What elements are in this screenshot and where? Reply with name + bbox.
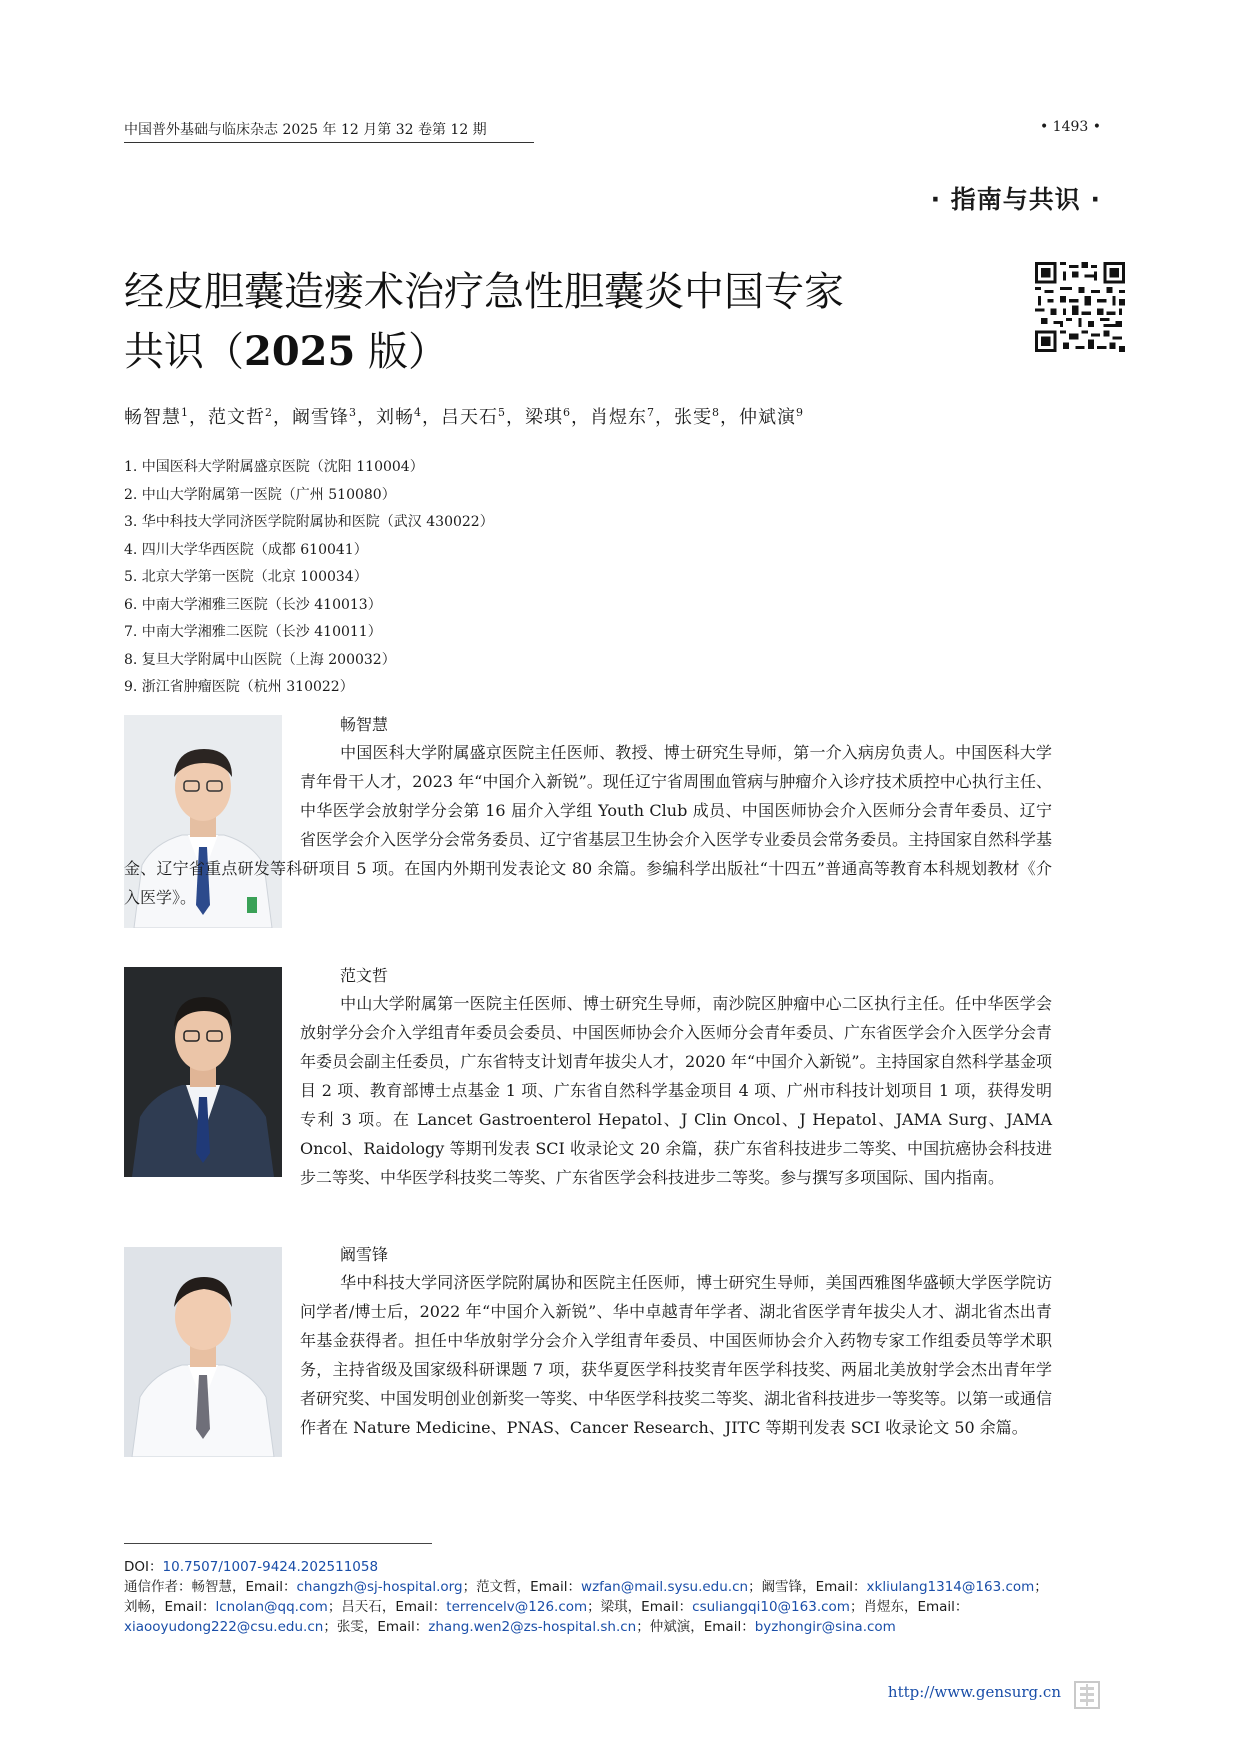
email-link[interactable]: terrencelv@126.com xyxy=(446,1599,588,1615)
page-number: • 1493 • xyxy=(1039,119,1101,135)
correspondence: 通信作者：畅智慧，Email：changzh@sj-hospital.org；范文哲，Email：wzfan@mail.sysu.edu.cn；阚雪锋，Email：xkliulang1314@163.com；刘畅，Email：lcnolan@qq.com；吕天石，Email：terrencelv@126.com；梁琪，Email：csuliangqi10@163.com；肖煜东，Email：xiaooyudong222@csu.edu.cn；张雯，Email：zhang.wen2@zs-hospital.sh.cn；仲斌演，Email：byzhongir@sina.com xyxy=(124,1579,1048,1635)
corr-label: 通信作者： xyxy=(124,1579,192,1595)
doi-link[interactable]: 10.7507/1007-9424.202511058 xyxy=(162,1559,379,1575)
journal-header: 中国普外基础与临床杂志 2025 年 12 月第 32 卷第 12 期 xyxy=(124,122,487,138)
affiliation-item: 5. 北京大学第一医院（北京 100034） xyxy=(124,569,368,585)
author-name: 梁琪 xyxy=(525,407,563,428)
journal-logo-icon xyxy=(1073,1680,1101,1710)
author-name: 范文哲 xyxy=(208,407,265,428)
email-label: Email： xyxy=(530,1579,582,1595)
affiliation-item: 7. 中南大学湘雅二医院（长沙 410011） xyxy=(124,624,382,640)
email-label: Email： xyxy=(703,1619,755,1635)
bio-text: 华中科技大学同济医学院附属协和医院主任医师，博士研究生导师，美国西雅图华盛顿大学医学院访问学者/博士后，2022 年“中国介入新锐”、华中卓越青年学者、湖北省医学青年拔尖人才、湖北省杰出青年基金获得者。担任中华放射学分会介入学组青年委员、中国医师协会介入药物专家工作组委员等学术职务，主持省级及国家级科研课题 7 项，获华夏医学科技奖青年医学科技奖、两届北美放射学会杰出青年学者研究奖、中国发明创业创新奖一等奖、中华医学科技奖二等奖、湖北省科技进步一等奖等。以第一或通信作者在 Nature Medicine、PNAS、Cancer Research、JITC 等期刊发表 SCI 收录论文 50 余篇。 xyxy=(300,1273,1053,1437)
email-label: Email： xyxy=(395,1599,447,1615)
footnote-rule xyxy=(124,1543,432,1544)
email-link[interactable]: xkliulang1314@163.com xyxy=(866,1579,1035,1595)
email-link[interactable]: zhang.wen2@zs-hospital.sh.cn xyxy=(428,1619,637,1635)
contact-name: 刘畅 xyxy=(124,1599,151,1615)
email-label: Email： xyxy=(815,1579,867,1595)
author-name: 吕天石 xyxy=(441,407,498,428)
author-affiliation-mark: 6 xyxy=(563,406,571,419)
author-affiliation-mark: 7 xyxy=(647,406,655,419)
author-affiliation-mark: 4 xyxy=(414,406,422,419)
title-line-1: 经皮胆囊造瘘术治疗急性胆囊炎中国专家 xyxy=(124,269,844,315)
bio-name: 畅智慧 xyxy=(340,715,389,734)
doi-line: DOI：10.7507/1007-9424.202511058 xyxy=(124,1559,379,1575)
email-link[interactable]: xiaooyudong222@csu.edu.cn xyxy=(124,1619,324,1635)
bio-text: 中国医科大学附属盛京医院主任医师、教授、博士研究生导师，第一介入病房负责人。中国医科大学青年骨干人才，2023 年“中国介入新锐”。现任辽宁省周围血管病与肿瘤介入诊疗技术质控中心执行主任、中华医学会放射学分会第 16 届介入学组 Youth Club 成员、中国医师协会介入医师分会青年委员、辽宁省医学会介入医学分会常务委员、辽宁省基层卫生协会介入医学专业委员会常务委员。主持国家自然科学基金、辽宁省重点研发等科研项目 5 项。在国内外期刊发表论文 80 余篇。参编科学出版社“十四五”普通高等教育本科规划教材《介入医学》。 xyxy=(124,743,1053,907)
email-link[interactable]: csuliangqi10@163.com xyxy=(692,1599,850,1615)
qr-code-icon[interactable] xyxy=(1035,262,1125,352)
contact-name: 仲斌演 xyxy=(649,1619,691,1635)
author-affiliation-mark: 1 xyxy=(181,406,189,419)
article-title xyxy=(124,262,944,382)
email-label: Email： xyxy=(377,1619,429,1635)
affiliation-item: 1. 中国医科大学附属盛京医院（沈阳 110004） xyxy=(124,459,424,475)
affiliation-item: 2. 中山大学附属第一医院（广州 510080） xyxy=(124,486,396,503)
contact-name: 张雯 xyxy=(336,1619,364,1635)
affiliation-item: 6. 中南大学湘雅三医院（长沙 410013） xyxy=(124,596,382,613)
bio-name: 阚雪锋 xyxy=(340,1245,389,1264)
contact-name: 畅智慧 xyxy=(191,1579,232,1595)
email-label: Email： xyxy=(641,1599,693,1615)
email-link[interactable]: byzhongir@sina.com xyxy=(754,1619,896,1635)
footnote xyxy=(124,1557,1054,1637)
section-tag: · 指南与共识 · xyxy=(930,185,1101,214)
contact-name: 梁琪 xyxy=(600,1599,628,1615)
email-link[interactable]: lcnolan@qq.com xyxy=(215,1599,328,1615)
contact-name: 范文哲 xyxy=(476,1579,517,1595)
email-link[interactable]: wzfan@mail.sysu.edu.cn xyxy=(581,1579,749,1595)
author-affiliation-mark: 8 xyxy=(712,406,720,419)
bio-name: 范文哲 xyxy=(340,966,389,985)
author-name: 阚雪锋 xyxy=(292,407,349,428)
bio-text: 中山大学附属第一医院主任医师、博士研究生导师，南沙院区肿瘤中心二区执行主任。任中华医学会放射学分会介入学组青年委员会委员、中国医师协会介入医师分会青年委员、广东省医学会介入医学分会青年委员会副主任委员，广东省特支计划青年拔尖人才，2020 年“中国介入新锐”。主持国家自然科学基金项目 2 项、教育部博士点基金 1 项、广东省自然科学基金项目 4 项、广州市科技计划项目 1 项，获得发明专利 3 项。在 Lancet Gastroenterol Hepatol、J Clin Oncol、J Hepatol、JAMA Surg、JAMA Oncol、Raidology 等期刊发表 SCI 收录论文 20 余篇，获广东省科技进步二等奖、中国抗癌协会科技进步二等奖、中华医学科技奖二等奖、广东省医学会科技进步二等奖。参与撰写多项国际、国内指南。 xyxy=(300,994,1053,1187)
contact-name: 阚雪锋 xyxy=(761,1579,803,1595)
affiliation-item: 9. 浙江省肿瘤医院（杭州 310022） xyxy=(124,679,354,695)
email-label: Email： xyxy=(164,1599,216,1615)
title-line-2: 共识（2025 版） xyxy=(124,328,449,375)
author-name: 仲斌演 xyxy=(739,407,796,428)
header-rule xyxy=(124,142,534,143)
email-label: Email： xyxy=(245,1579,297,1595)
website-link[interactable]: http://www.gensurg.cn xyxy=(887,1683,1061,1701)
email-label: Email： xyxy=(917,1599,969,1615)
author-list: 畅智慧$^1$，范文哲$^2$，阚雪锋$^3$，刘畅$^4$，吕天石$^5$，梁琪$^6$，肖煜东$^7$，张雯$^8$，仲斌演$^9$ xyxy=(124,406,804,428)
contact-name: 肖煜东 xyxy=(863,1599,904,1615)
affiliation-list xyxy=(124,454,494,702)
affiliation-item: 4. 四川大学华西医院（成都 610041） xyxy=(124,541,368,558)
author-name: 张雯 xyxy=(674,407,712,428)
author-name: 肖煜东 xyxy=(590,407,647,428)
affiliation-item: 3. 华中科技大学同济医学院附属协和医院（武汉 430022） xyxy=(124,514,494,530)
affiliation-item: 8. 复旦大学附属中山医院（上海 200032） xyxy=(124,651,396,668)
author-affiliation-mark: 9 xyxy=(796,406,804,419)
author-name: 畅智慧 xyxy=(124,407,181,428)
author-affiliation-mark: 3 xyxy=(349,406,357,419)
author-name: 刘畅 xyxy=(376,407,414,428)
email-link[interactable]: changzh@sj-hospital.org xyxy=(296,1579,463,1595)
contact-name: 吕天石 xyxy=(341,1599,382,1615)
author-affiliation-mark: 2 xyxy=(265,406,273,419)
author-affiliation-mark: 5 xyxy=(498,406,506,419)
